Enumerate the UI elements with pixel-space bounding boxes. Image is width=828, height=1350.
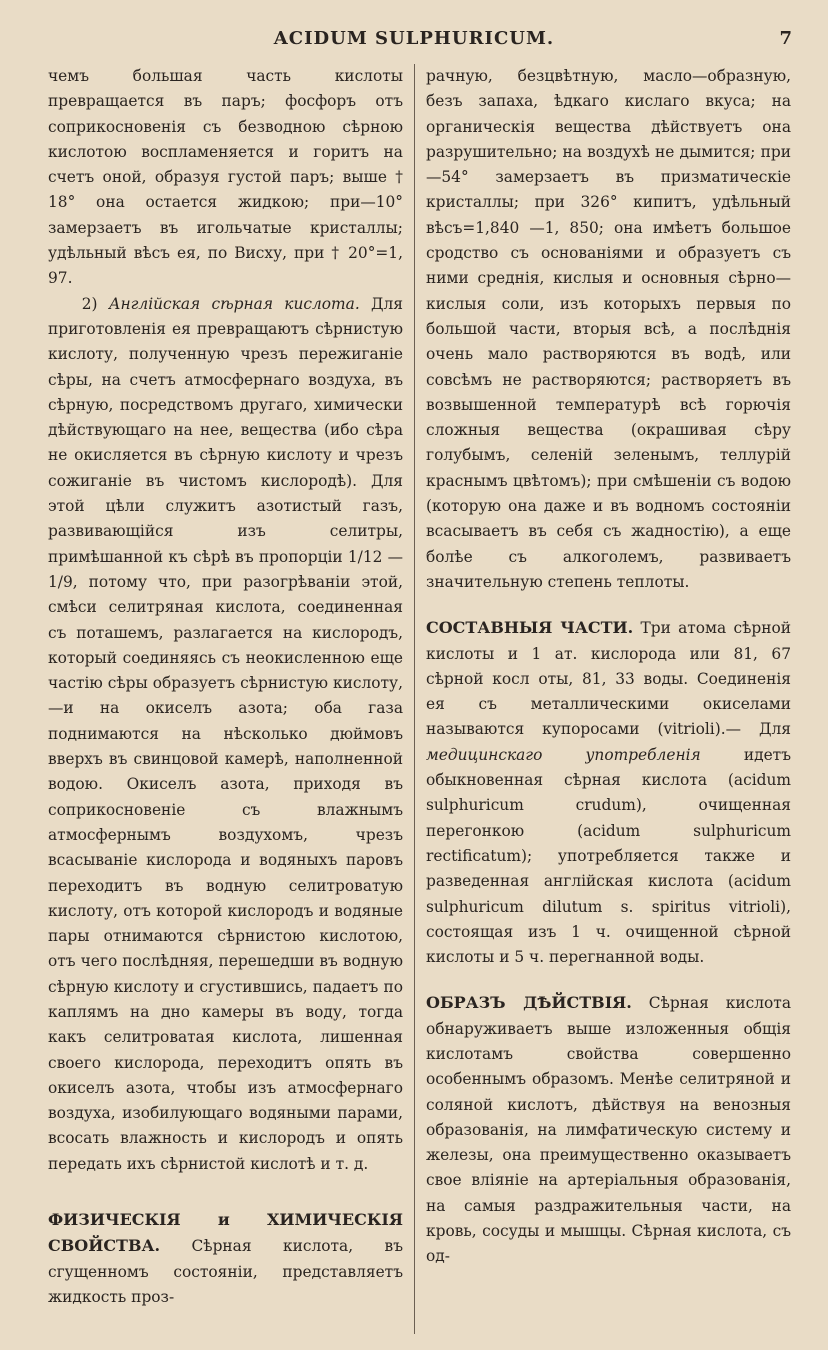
right-column bbox=[426, 64, 791, 1270]
section-text-components-2: идетъ обыкновенная сѣрная кислота (acidum sulphuricum crudum), очищенная перегонкою (acidum sulphuricum rectificatum); употребляется также и разведенная англійская кислота (acidum sulphuricum dilutum s. spiritus vitrioli), состоящая изъ 1 ч. очищенной сѣрной кислоты и 5 ч. перегнанной воды. bbox=[426, 745, 791, 967]
running-title: ACIDUM SULPHURICUM. bbox=[273, 28, 555, 49]
page-number: 7 bbox=[779, 28, 792, 49]
column-divider bbox=[414, 64, 415, 1334]
p2-number: 2) bbox=[81, 294, 98, 313]
right-section-action bbox=[426, 990, 791, 1269]
section-heading-components: СОСТАВНЫЯ ЧАСТИ. bbox=[426, 618, 634, 638]
left-column bbox=[48, 64, 403, 1310]
section-heading-physical: ФИЗИЧЕСКІЯ и ХИМИЧЕСКІЯ СВОЙСТВА. bbox=[48, 1210, 403, 1256]
section-text-action: Сѣрная кислота обнаруживаетъ выше изложенныя общія кислотамъ свойства совершенно особеннымъ образомъ. Менѣе селитряной и соляной кислотъ, дѣйствуя на венозныя образованія, на лимфатическую систему и железы, она преимущественно оказываетъ свое вліяніе на артеріальныя образованія, на самыя раздражительныя части, на кровь, сосуды и мышцы. Сѣрная кислота, съ од- bbox=[426, 994, 791, 1266]
section-italic-medical: медицинскаго употребленія bbox=[426, 745, 701, 764]
page-header bbox=[0, 28, 828, 56]
right-section-components bbox=[426, 615, 791, 970]
left-paragraph-2 bbox=[48, 292, 403, 1177]
p2-italic-heading: Англійская сѣрная кислота. bbox=[108, 294, 360, 313]
section-text-physical: Сѣрная кислота, въ сгущенномъ состояніи, представляетъ жидкость проз- bbox=[48, 1237, 403, 1306]
section-heading-action: ОБРАЗЪ ДѢЙСТВІЯ. bbox=[426, 993, 632, 1013]
right-paragraph-1: рачную, безцвѣтную, масло—образную, безъ запаха, ѣдкаго кислаго вкуса; на органическія вещества дѣйствуетъ она разрушительно; на воздухѣ не дымится; при—54° замерзаетъ въ призматическіе кристаллы; при 326° кипитъ, удѣльный вѣсъ=1,840 —1, 850; она имѣетъ большое сродство съ основаніями и образуетъ съ ними среднія, кислыя и основныя сѣрно—кислыя соли, изъ которыхъ первыя по большой части, вторыя всѣ, а послѣднія очень мало растворяются въ водѣ, или совсѣмъ не растворяются; растворяетъ въ возвышенной температурѣ всѣ горючія сложныя вещества (окрашивая сѣру голубымъ, селеній зеленымъ, теллурій краснымъ цвѣтомъ); при смѣшеніи съ водою (которую она даже и въ водномъ состояніи всасываетъ въ себя съ жадностію), а еще болѣе съ алкоголемъ, развиваетъ значительную степень теплоты. bbox=[426, 67, 791, 591]
left-section-physical bbox=[48, 1207, 403, 1310]
p2-text: Для приготовленія ея превращаютъ сѣрнистую кислоту, полученную чрезъ пережиганіе сѣры, на счетъ атмосфернаго воздуха, въ сѣрную, посредствомъ другаго, химически дѣйствующаго на нее, вещества (ибо сѣра не окисляется въ сѣрную кислоту и чрезъ сожиганіе въ чистомъ кислородѣ). Для этой цѣли служитъ азотистый газъ, развивающійся изъ селитры, примѣшанной къ сѣрѣ въ пропорціи 1/12 — 1/9, потому что, при разогрѣваніи этой, смѣси селитряная кислота, соединенная съ поташемъ, разлагается на кислородъ, который соединяясь съ неокисленною еще частію сѣры образуетъ сѣрнистую кислоту,—и на окиселъ азота; оба газа поднимаются на нѣсколько дюймовъ вверхъ въ свинцовой камерѣ, наполненной водою. Окиселъ азота, приходя въ соприкосновеніе съ влажнымъ атмосфернымъ воздухомъ, чрезъ всасываніе кислорода и водяныхъ паровъ переходитъ въ водную селитроватую кислоту, отъ которой кислородъ и водяные пары отнимаются сѣрнистою кислотою, отъ чего послѣдняя, перешедши въ водную сѣрную кислоту и сгустившись, падаетъ по каплямъ на дно камеры въ воду, тогда какъ селитроватая кислота, лишенная своего кислорода, переходитъ опять въ окиселъ азота, чтобы изъ атмосфернаго воздуха, изобилующаго водяными парами, всосать влажность и кислородъ и опять передать ихъ сѣрнистой кислотѣ и т. д. bbox=[48, 294, 403, 1173]
left-paragraph-1: чемъ большая часть кислоты превращается въ паръ; фосфоръ отъ соприкосновенія съ безводною сѣрною кислотою воспламеняется и горитъ на счетъ оной, образуя густой паръ; выше † 18° она остается жидкою; при—10° замерзаетъ въ игольчатые кристаллы; удѣльный вѣсъ ея, по Висху, при † 20°=1, 97. bbox=[48, 67, 403, 288]
section-text-components: Три атома сѣрной кислоты и 1 ат. кислорода или 81, 67 сѣрной косл оты, 81, 33 воды. Соединенія ея съ металлическими окиселами называются купоросами (vitrioli).— Для bbox=[426, 619, 791, 739]
